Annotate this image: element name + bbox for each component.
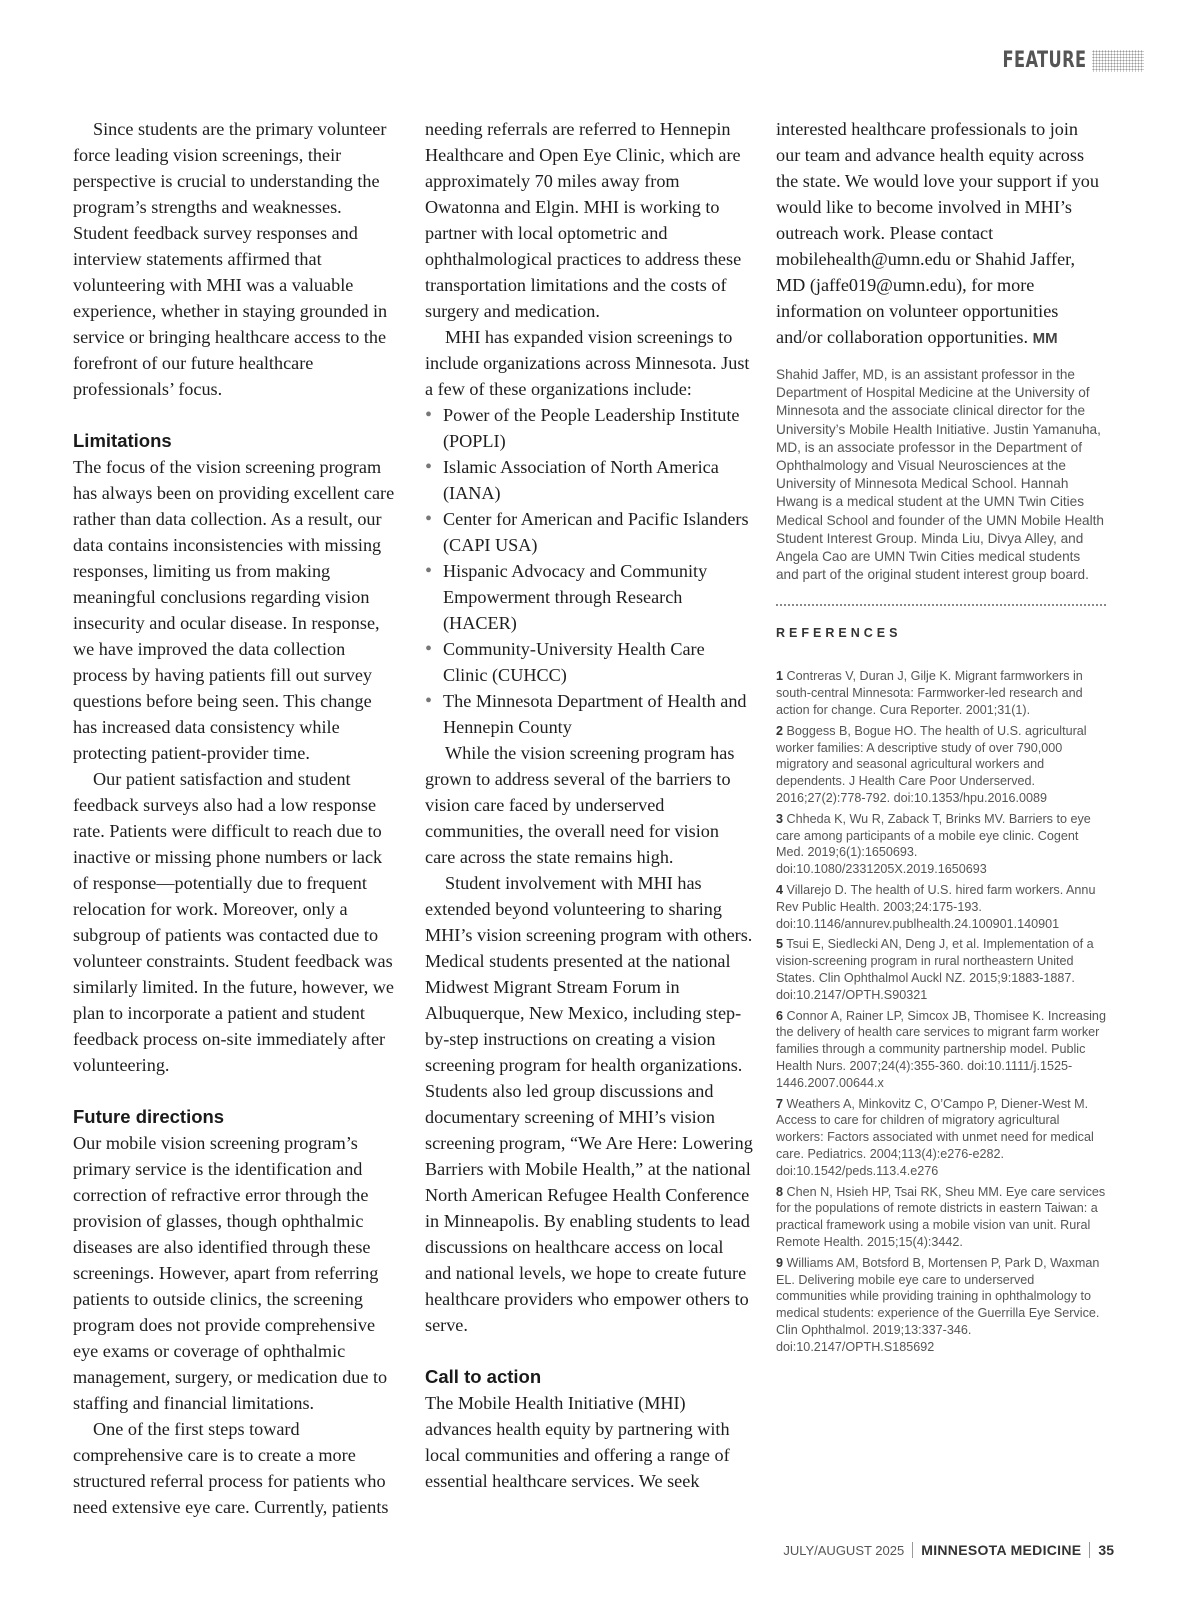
reference-text: Tsui E, Siedlecki AN, Deng J, et al. Implementation of a vision-screening program in rural northeastern United States. Clin Ophthalmol Auckl NZ. 2015;9:1883-1887. doi:10.2147/OPTH.S90321 [776, 937, 1094, 1002]
page-number: 35 [1098, 1542, 1114, 1558]
list-item: • Center for American and Pacific Islanders (CAPI USA) [425, 506, 753, 558]
paragraph: One of the first steps toward comprehensive care is to create a more structured referral process for patients who need extensive eye care. Currently, patients [73, 1419, 389, 1517]
issue-date: JULY/AUGUST 2025 [783, 1542, 905, 1558]
reference-text: Chen N, Hsieh HP, Tsai RK, Sheu MM. Eye care services for the populations of remote districts in eastern Taiwan: a practical framework using a mobile vision van unit. Rural Remote Health. 2015;15(4):3442. [776, 1184, 1106, 1249]
paragraph: Our mobile vision screening program’s primary service is the identification and correction of refractive error through the provision of glasses, though ophthalmic diseases are also identified through these screenings. However, apart from referring patients to outside clinics, the screening program does not provide comprehensive eye exams or coverage of ophthalmic management, surgery, or medication due to staffing and financial limitations. [73, 1133, 388, 1413]
reference-number: 8 [776, 1184, 784, 1199]
reference-item [776, 811, 1106, 878]
reference-number: 7 [776, 1096, 784, 1111]
paragraph: The Mobile Health Initiative (MHI) advances health equity by partnering with local communities and offering a range of essential healthcare services. We seek [425, 1393, 730, 1491]
reference-text: Contreras V, Duran J, Gilje K. Migrant farmworkers in south-central Minnesota: Farmworker-led research and action for change. Cura Reporter. 2001;31(1). [776, 669, 1083, 718]
organizations-list [425, 402, 753, 740]
reference-item [776, 1008, 1106, 1092]
page-footer [783, 1542, 1114, 1558]
column-2 [425, 116, 753, 1494]
paragraph [776, 116, 1106, 352]
reference-number: 6 [776, 1008, 784, 1023]
paragraph: The focus of the vision screening program has always been on providing excellent care rather than data collection. As a result, our data contains inconsistencies with missing responses, limiting us from making meaningful conclusions regarding vision insecurity and ocular disease. In response, we have improved the data collection process by having patients fill out survey questions before being seen. This change has increased data consistency while protecting patient-provider time. [73, 457, 395, 763]
paragraph: Since students are the primary volunteer force leading vision screenings, their perspective is crucial to understanding the program’s strengths and weaknesses. Student feedback survey responses and interview statements affirmed that volunteering with MHI was a valuable experience, whether in staying grounded in service or bringing healthcare access to the forefront of our future healthcare professionals’ focus. [73, 119, 388, 399]
paragraph: Our patient satisfaction and student feedback surveys also had a low response rate. Patients were difficult to reach due to inactive or missing phone numbers or lack of response—potentially due to frequent relocation for work. Moreover, only a subgroup of patients was contacted due to volunteer constraints. Student feedback was similarly limited. In the future, however, we plan to incorporate a patient and student feedback process on-site immediately after volunteering. [73, 769, 394, 1075]
paragraph: needing referrals are referred to Hennepin Healthcare and Open Eye Clinic, which are approximately 70 miles away from Owatonna and Elgin. MHI is working to partner with local optometric and ophthalmological practices to address these transportation limitations and the costs of surgery and medication. [425, 119, 742, 321]
reference-number: 4 [776, 883, 784, 897]
dot-pattern-decoration [1092, 50, 1144, 72]
section-label: FEATURE [1001, 48, 1086, 73]
column-1 [73, 116, 399, 1520]
heading-future-directions: Future directions [73, 1106, 225, 1127]
footer-divider [1089, 1542, 1090, 1558]
list-item: • Hispanic Advocacy and Community Empowerment through Research (HACER) [425, 558, 753, 636]
reference-number: 9 [776, 1255, 784, 1270]
author-bio: Shahid Jaffer, MD, is an assistant professor in the Department of Hospital Medicine at the University of Minnesota and the associate clinical director for the University’s Mobile Health Initiative. Justin Yamanuha, MD, is an associate professor in the Department of Ophthalmology and Visual Neurosciences at the University of Minnesota Medical School. Hannah Hwang is a medical student at the UMN Twin Cities Medical School and founder of the UMN Mobile Health Student Interest Group. Minda Liu, Divya Alley, and Angela Cao are UMN Twin Cities medical students and part of the original student interest group board. [776, 367, 1104, 583]
references-heading: REFERENCES [776, 626, 902, 641]
reference-item [776, 668, 1106, 718]
references-list [776, 668, 1106, 1355]
reference-text: Villarejo D. The health of U.S. hired farm workers. Annu Rev Public Health. 2003;24:175-193. doi:10.1146/annurev.publhealth.24.100901.140901 [776, 883, 1096, 931]
heading-call-to-action: Call to action [425, 1366, 542, 1387]
end-mark: MM [1032, 330, 1058, 347]
section-header [984, 48, 1145, 73]
reference-text: Chheda K, Wu R, Zaback T, Brinks MV. Barriers to eye care among participants of a mobile eye clinic. Cogent Med. 2019;6(1):1650693. doi:10.1080/2331205X.2019.1650693 [776, 811, 1091, 877]
dotted-divider [776, 604, 1106, 606]
reference-text: Williams AM, Botsford B, Mortensen P, Park D, Waxman EL. Delivering mobile eye care to underserved communities while providing training in ophthalmology to medical students: experience of the Guerrilla Eye Service. Clin Ophthalmol. 2019;13:337-346. doi:10.2147/OPTH.S185692 [776, 1255, 1100, 1354]
reference-text: Weathers A, Minkovitz C, O’Campo P, Diener-West M. Access to care for children of migratory agricultural workers: Factors associated with unmet need for medical care. Pediatrics. 2004;113(4):e276-e282. doi:10.1542/peds.113.4.e276 [776, 1096, 1094, 1178]
reference-item [776, 1184, 1106, 1251]
list-item: • Power of the People Leadership Institute (POPLI) [425, 402, 753, 454]
paragraph: MHI has expanded vision screenings to include organizations across Minnesota. Just a few of these organizations include: [425, 327, 750, 399]
footer-divider [912, 1542, 913, 1558]
paragraph: Student involvement with MHI has extended beyond volunteering to sharing MHI’s vision screening program with others. Medical students presented at the national Midwest Migrant Stream Forum in Albuquerque, New Mexico, including step-by-step instructions on creating a vision screening program for health organizations. Students also led group discussions and documentary screening of MHI’s vision screening program, “We Are Here: Lowering Barriers with Mobile Health,” at the national North American Refugee Health Conference in Minneapolis. By enabling students to lead discussions on healthcare access on local and national levels, we hope to create future healthcare providers who empower others to serve. [425, 873, 753, 1335]
heading-limitations: Limitations [73, 430, 172, 451]
reference-number: 2 [776, 723, 784, 738]
list-item: • The Minnesota Department of Health and Hennepin County [425, 688, 753, 740]
list-item: • Islamic Association of North America (IANA) [425, 454, 753, 506]
reference-text: Boggess B, Bogue HO. The health of U.S. agricultural worker families: A descriptive study of over 790,000 migratory and seasonal agricultural workers and dependents. J Health Care Poor Underserved. 2016;27(2):778-792. doi:10.1353/hpu.2016.0089 [776, 723, 1087, 806]
reference-item [776, 882, 1106, 932]
reference-item [776, 723, 1106, 807]
reference-item [776, 1255, 1106, 1356]
magazine-title: MINNESOTA MEDICINE [921, 1542, 1082, 1558]
column-3 [776, 116, 1106, 1360]
reference-text: Connor A, Rainer LP, Simcox JB, Thomisee K. Increasing the delivery of health care services to migrant farm worker families through a community partnership model. Public Health Nurs. 2007;24(4):355-360. doi:10.1111/j.1525-1446.2007.00644.x [776, 1008, 1106, 1090]
reference-number: 1 [776, 669, 784, 684]
reference-item [776, 1096, 1106, 1180]
paragraph: While the vision screening program has grown to address several of the barriers to vision care faced by underserved communities, the overall need for vision care across the state remains high. [425, 743, 735, 867]
list-item: • Community-University Health Care Clinic (CUHCC) [425, 636, 753, 688]
reference-number: 3 [776, 811, 784, 826]
reference-number: 5 [776, 937, 784, 952]
paragraph-text: interested healthcare professionals to join our team and advance health equity across the state. We would love your support if you would like to become involved in MHI’s outreach work. Please contact mobilehealth@umn.edu or Shahid Jaffer, MD (jaffe019@umn.edu), for more information on volunteer opportunities and/or collaboration opportunities. [776, 119, 1099, 347]
reference-item [776, 936, 1106, 1003]
